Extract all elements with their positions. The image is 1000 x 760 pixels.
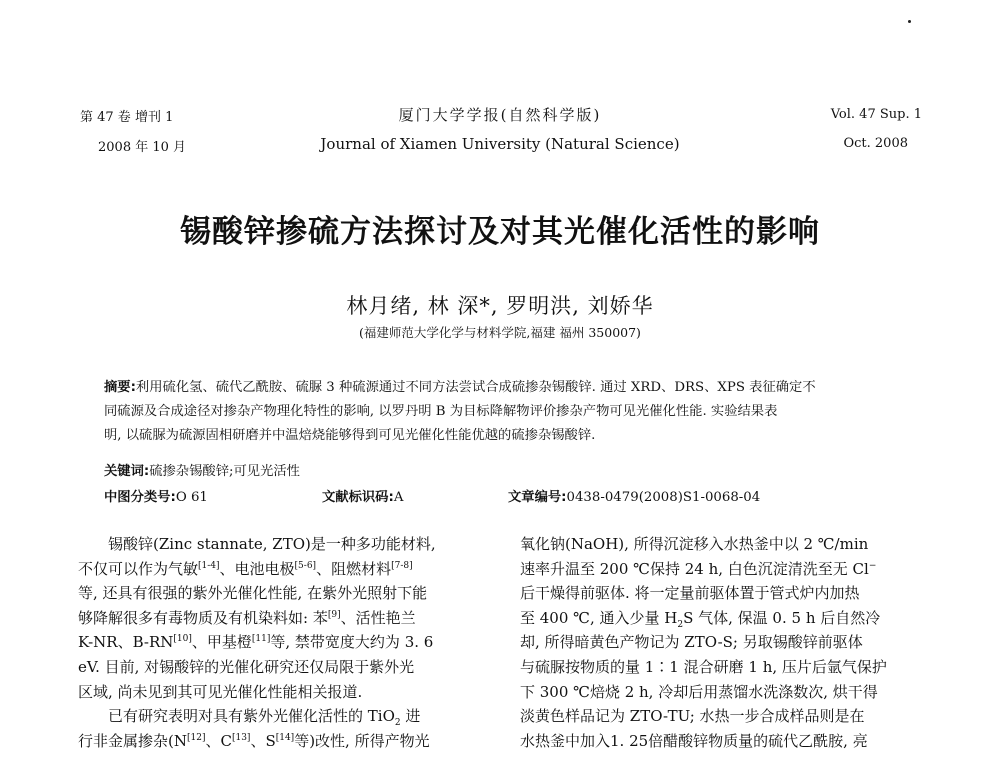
header-volume-en: Vol. 47 Sup. 1 [830,107,922,122]
right-column [520,532,930,753]
right-line-1: 氧化钠(NaOH), 所得沉淀移入水热釜中以 2 ℃/min [520,535,869,553]
paper-authors: 林月绪, 林 深*, 罗明洪, 刘娇华 [346,294,654,318]
doc-label: 文献标识码: [322,490,394,505]
scan-speck [908,20,911,23]
keywords-label: 关键词: [104,464,150,479]
keywords [104,460,300,479]
left-line-5: K-NR、B-RN[10]、甲基橙[11]等, 禁带宽度大约为 3. 6 [78,633,434,652]
left-line-1: 锡酸锌(Zinc stannate, ZTO)是一种多功能材料, [108,535,436,553]
abstract-line-2: 同硫源及合成途径对掺杂产物理化特性的影响, 以罗丹明 B 为目标降解物评价掺杂产物可见光催化性能. 实验结果表 [104,404,778,419]
article-number [508,486,760,505]
left-line-2: 不仅可以作为气敏[1-4]、电池电极[5-6]、阻燃材料[7-8] [78,559,413,578]
right-line-5: 却, 所得暗黄色产物记为 ZTO-S; 另取锡酸锌前驱体 [520,633,863,652]
right-line-8: 淡黄色样品记为 ZTO-TU; 水热一步合成样品则是在 [520,707,865,726]
clc-value: O 61 [175,490,208,505]
abstract-line-3: 明, 以硫脲为硫源固相研磨并中温焙烧能够得到可见光催化性能优越的硫掺杂锡酸锌. [104,428,596,443]
abstract-text-1: 利用硫化氢、硫代乙酰胺、硫脲 3 种硫源通过不同方法尝试合成硫掺杂锡酸锌. 通过 XRD、DRS、XPS 表征确定不 [135,380,816,395]
doc-value: A [393,490,404,505]
art-label: 文章编号: [508,490,567,505]
abstract [104,376,904,448]
right-line-2: 速率升温至 200 ℃保持 24 h, 白色沉淀清洗至无 Cl− [520,559,877,578]
right-line-6: 与硫脲按物质的量 1∶1 混合研磨 1 h, 压片后氩气保护 [520,657,887,676]
left-line-4: 够降解很多有毒物质及有机染料如: 苯[9]、活性艳兰 [78,608,416,627]
abstract-label: 摘要: [104,380,136,395]
header-journal-en: Journal of Xiamen University (Natural Science) [320,135,680,153]
right-line-9: 水热釜中加入1. 25倍醋酸锌物质量的硫代乙酰胺, 亮 [520,731,868,750]
left-line-9: 行非金属掺杂(N[12]、C[13]、S[14]等)改性, 所得产物光 [78,731,430,750]
header-date-cn: 2008 年 10 月 [98,140,187,155]
left-line-6: eV. 目前, 对锡酸锌的光催化研究还仅局限于紫外光 [78,657,415,676]
art-value: 0438-0479(2008)S1-0068-04 [566,490,761,505]
right-line-3: 后干燥得前驱体. 将一定量前驱体置于管式炉内加热 [520,584,860,603]
left-line-8: 已有研究表明对具有紫外光催化活性的 TiO$_2$ 进 [108,707,421,729]
abstract-line-1 [104,376,904,400]
left-line-7: 区域, 尚未见到其可见光催化性能相关报道. [78,682,363,701]
keywords-value: 硫掺杂锡酸锌;可见光活性 [149,464,300,479]
paper-title: 锡酸锌掺硫方法探讨及对其光催化活性的影响 [180,214,820,250]
header-date-en: Oct. 2008 [843,136,908,151]
header-journal-cn: 厦门大学学报(自然科学版) [398,106,602,124]
paper-affiliation: (福建师范大学化学与材料学院,福建 福州 350007) [359,325,641,340]
left-line-3: 等, 还具有很强的紫外光催化性能, 在紫外光照射下能 [78,584,428,603]
right-line-4: 至 400 ℃, 通入少量 $H_2S$ 气体, 保温 0. 5 h 后自然冷 [520,608,881,630]
left-column [78,532,486,753]
header-volume-cn: 第 47 卷 增刊 1 [80,110,174,125]
clc-label: 中图分类号: [104,490,176,505]
doc-code [322,486,403,505]
clc-number [104,486,208,505]
right-line-7: 下 300 ℃焙烧 2 h, 冷却后用蒸馏水洗涤数次, 烘干得 [520,682,878,701]
